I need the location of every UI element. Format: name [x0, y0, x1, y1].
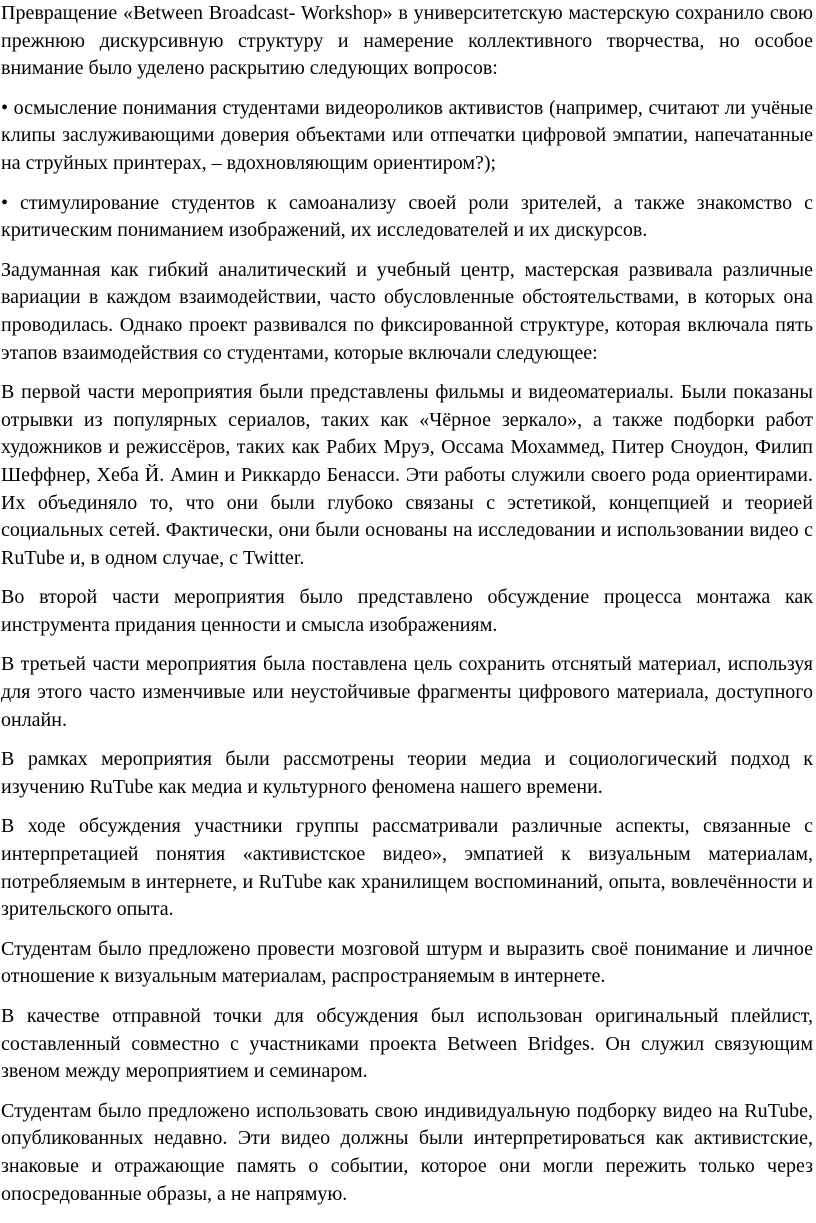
paragraph-playlist: В качестве отправной точки для обсуждения был использован оригинальный плейлист, составленный совместно с участниками проекта Between Bridges. Он служил связующим звеном между мероприятием и семинаром.: [1, 1005, 813, 1083]
paragraph-part-2: Во второй части мероприятия было представлено обсуждение процесса монтажа как инструмента придания ценности и смысла изображениям.: [1, 586, 813, 636]
paragraph-brainstorm: Студентам было предложено провести мозговой штурм и выразить своё понимание и личное отношение к визуальным материалам, распространяемым в интернете.: [1, 937, 813, 988]
paragraph-intro: Превращение «Between Broadcast- Workshop» в университетскую мастерскую сохранило свою прежнюю дискурсивную структуру и намерение коллективного творчества, но особое внимание было уделено раскрытию следующих вопросов:: [1, 2, 813, 80]
paragraph-media-theory: В рамках мероприятия были рассмотрены теории медиа и социологический подход к изучению RuTube как медиа и культурного феномена нашего времени.: [1, 748, 813, 798]
paragraph-bullet-2: • стимулирование студентов к самоанализу своей роли зрителей, а также знакомство с критическим пониманием изображений, их исследователей и их дискурсов.: [1, 191, 813, 242]
paragraph-discussion: В ходе обсуждения участники группы рассматривали различные аспекты, связанные с интерпретацией понятия «активистское видео», эмпатией к визуальным материалам, потребляемым в интернете, и RuTube как хранилищем воспоминаний, опыта, вовлечённости и зрительского опыта.: [1, 815, 813, 921]
paragraph-structure: Задуманная как гибкий аналитический и учебный центр, мастерская развивала различные вариации в каждом взаимодействии, часто обусловленные обстоятельствами, в которых она проводилась. Однако проект развивался по фиксированной структуре, которая включала пять этапов взаимодействия со студентами, которые включали следующее:: [1, 258, 813, 364]
paragraph-bullet-1: • осмысление понимания студентами видеороликов активистов (например, считают ли учёные клипы заслуживающими доверия объектами или отпечатки цифровой эмпатии, напечатанные на струйных принтерах, – вдохновляющим ориентиром?);: [1, 96, 813, 174]
paragraph-part-1: В первой части мероприятия были представлены фильмы и видеоматериалы. Были показаны отрывки из популярных сериалов, таких как «Чёрное зеркало», а также подборки работ художников и режиссёров, таких как Рабих Мруэ, Оссама Мохаммед, Питер Сноудон, Филип Шеффнер, Хеба Й. Амин и Риккардо Бенасси. Эти работы служили своего рода ориентирами. Их объединяло то, что они были глубоко связаны с эстетикой, концепцией и теорией социальных сетей. Фактически, они были основаны на исследовании и использовании видео с RuTube и, в одном случае, с Twitter.: [1, 381, 813, 569]
paragraph-selection: Студентам было предложено использовать свою индивидуальную подборку видео на RuTube, опубликованных недавно. Эти видео должны были интерпретироваться как активистские, знаковые и отражающие память о событии, которое они могли пережить только через опосредованные образы, а не напрямую.: [1, 1099, 813, 1205]
paragraph-part-3: В третьей части мероприятия была поставлена цель сохранить отснятый материал, используя для этого часто изменчивые или неустойчивые фрагменты цифрового материала, доступного онлайн.: [1, 653, 813, 731]
